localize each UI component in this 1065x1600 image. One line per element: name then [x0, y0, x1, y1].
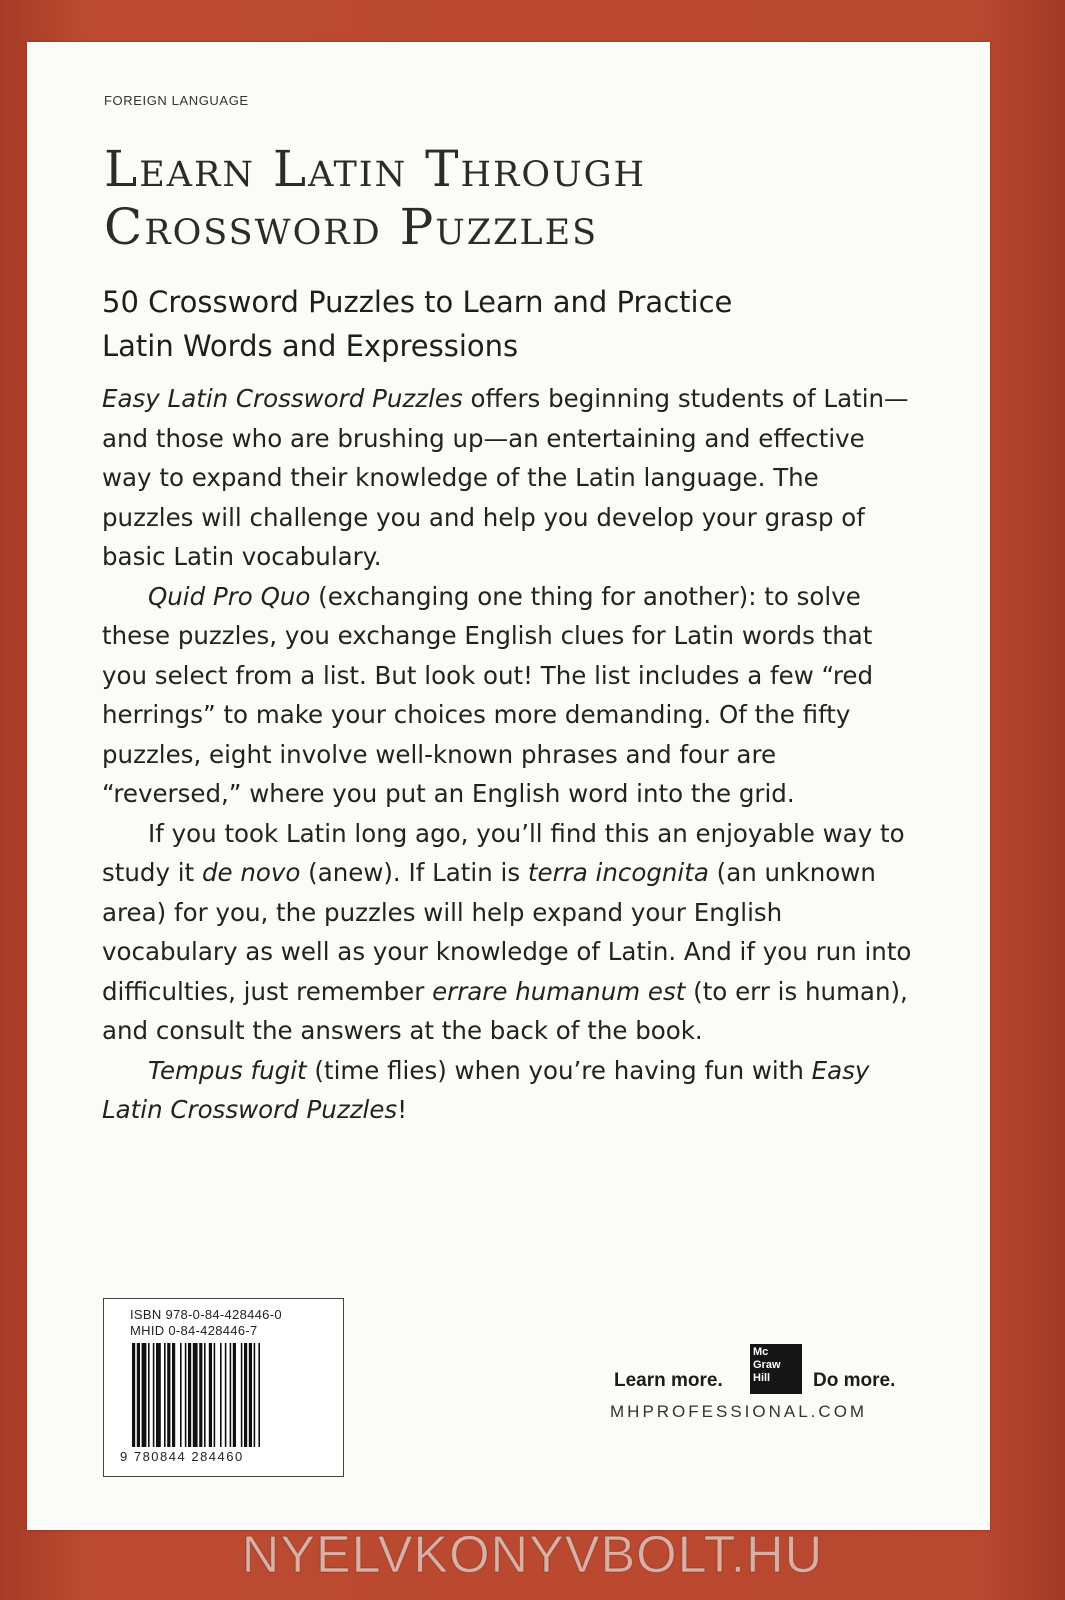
book-name-italic: Easy Latin Crossword Puzzles: [102, 384, 463, 413]
publisher-website[interactable]: MHPROFESSIONAL.COM: [610, 1402, 868, 1421]
description-paragraph-2: Quid Pro Quo (exchanging one thing for another): to solve these puzzles, you exchange English clues for Latin words that you select from a list. But look out! The list includes a few “red herrings” to make your choices more demanding. Of the fifty puzzles, eight involve well-known phrases and four are “reversed,” where you put an English word into the grid.: [102, 581, 874, 808]
book-name-italic: Easy Latin Crossword Puzzles: [102, 1055, 870, 1124]
latin-phrase: errare humanum est: [432, 976, 686, 1006]
barcode-box: [103, 1298, 344, 1477]
latin-phrase: terra incognita: [527, 858, 709, 887]
title-line-1: Learn Latin Through: [104, 140, 647, 198]
watermark: NYELVKONYVBOLT.HU: [241, 1526, 824, 1584]
description-paragraph-1: Easy Latin Crossword Puzzles offers beginning students of Latin—and those who are brushing up—an entertaining and effective way to expand their knowledge of the Latin language. The puzzles will challenge you and help you develop your grasp of basic Latin vocabulary.: [102, 384, 909, 571]
book-subtitle: [102, 280, 942, 368]
mcgraw-hill-logo: Mc Graw Hill: [750, 1344, 802, 1394]
isbn-text: ISBN 978-0-84-428446-0: [130, 1307, 282, 1322]
tagline-learn-more: Learn more.: [614, 1370, 723, 1391]
description-paragraph-4: Tempus fugit (time flies) when you’re having fun with Easy Latin Crossword Puzzles!: [102, 1055, 870, 1124]
subtitle-line-1: 50 Crossword Puzzles to Learn and Practice: [102, 285, 733, 319]
barcode-bars: [132, 1343, 318, 1447]
tagline-do-more: Do more.: [813, 1370, 896, 1391]
description-paragraph-3: If you took Latin long ago, you’ll find this an enjoyable way to study it de novo (anew). If Latin is terra incognita (an unknown area) for you, the puzzles will help expand your English vocabulary as well as your knowledge of Latin. And if you run into difficulties, just remember errare humanum est (to err is human), and consult the answers at the back of the book.: [102, 818, 912, 1045]
book-title: [104, 140, 964, 256]
category-label: FOREIGN LANGUAGE: [104, 93, 249, 108]
latin-phrase: Quid Pro Quo: [148, 581, 311, 611]
barcode-digits: 9 780844 284460: [120, 1449, 244, 1464]
title-line-2: Crossword Puzzles: [104, 198, 599, 256]
latin-phrase: Tempus fugit: [148, 1055, 307, 1085]
subtitle-line-2: Latin Words and Expressions: [102, 329, 519, 363]
mhid-text: MHID 0-84-428446-7: [130, 1323, 258, 1338]
description: [102, 379, 917, 1130]
latin-phrase: de novo: [201, 858, 301, 887]
